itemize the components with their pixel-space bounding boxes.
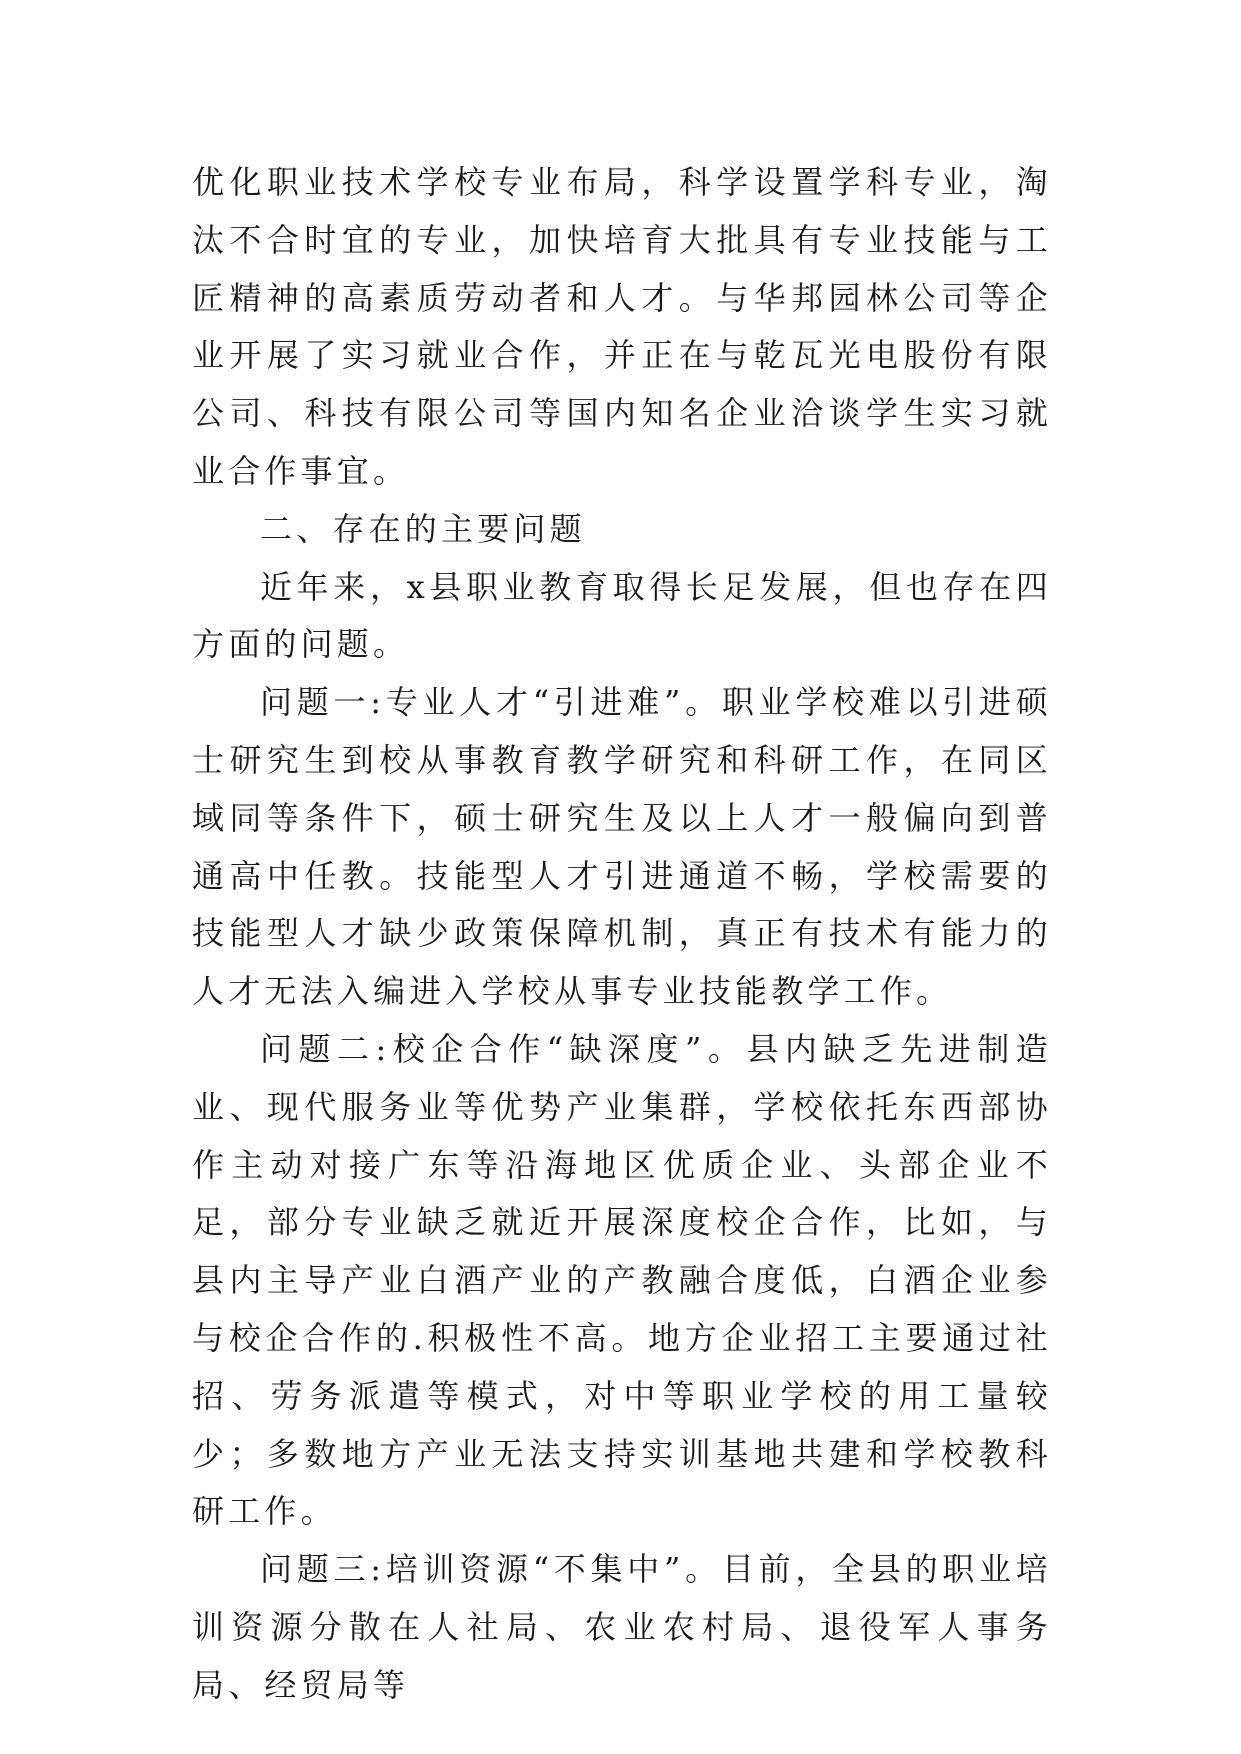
paragraph-problem-two: 问题二:校企合作“缺深度”。县内缺乏先进制造业、现代服务业等优势产业集群，学校依托东西部协作主动对接广东等沿海地区优质企业、头部企业不足，部分专业缺乏就近开展深度校企合作，比如，与县内主导产业白酒产业的产教融合度低，白酒企业参与校企合作的.积极性不高。地方企业招工主要通过社招、劳务派遣等模式，对中等职业学校的用工量较少；多数地方产业无法支持实训基地共建和学校教科研工作。 xyxy=(192,1029,1052,1531)
paragraph-intro: 近年来，x县职业教育取得长足发展，但也存在四方面的问题。 xyxy=(192,567,1052,664)
document-body xyxy=(192,154,1052,1715)
section-heading: 二、存在的主要问题 xyxy=(260,509,586,548)
paragraph-problem-one: 问题一:专业人才“引进难”。职业学校难以引进硕士研究生到校从事教育教学研究和科研工作，在同区域同等条件下，硕士研究生及以上人才一般偏向到普通高中任教。技能型人才引进通道不畅，学校需要的技能型人才缺少政策保障机制，真正有技术有能力的人才无法入编进入学校从事专业技能教学工作。 xyxy=(192,683,1052,1011)
paragraph-problem-three: 问题三:培训资源“不集中”。目前，全县的职业培训资源分散在人社局、农业农村局、退役军人事务局、经贸局等 xyxy=(192,1550,1052,1704)
paragraph-continuation: 优化职业技术学校专业布局，科学设置学科专业，淘汰不合时宜的专业，加快培育大批具有专业技能与工匠精神的高素质劳动者和人才。与华邦园林公司等企业开展了实习就业合作，并正在与乾瓦光电股份有限公司、科技有限公司等国内知名企业洽谈学生实习就业合作事宜。 xyxy=(192,163,1052,490)
